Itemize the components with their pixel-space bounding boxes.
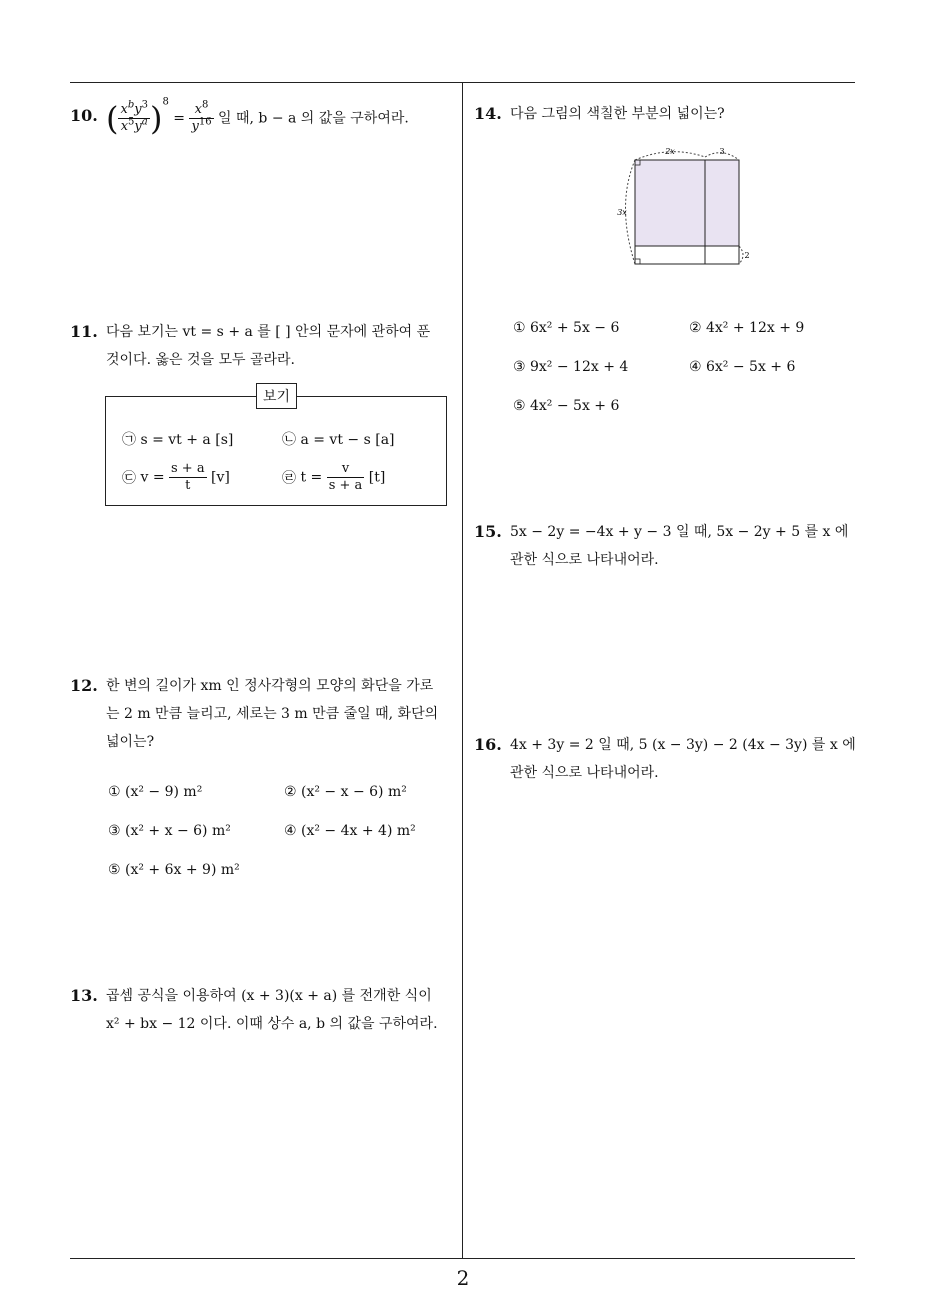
choice-2[interactable]: ② (x² − x − 6) m²: [284, 784, 407, 800]
question-line: 는 2 m 만큼 늘리고, 세로는 3 m 만큼 줄일 때, 화단의: [106, 706, 439, 722]
question-12: [70, 672, 460, 756]
math-lhs: ( $\frac{x^by^3}{x^5y^a}$ )$^8$: [106, 96, 169, 138]
question-line: 한 변의 길이가 xm 인 정사각형의 모양의 화단을 가로: [106, 678, 434, 694]
choice-4[interactable]: ④ (x² − 4x + 4) m²: [284, 823, 416, 839]
choice-1[interactable]: ① 6x² + 5x − 6: [513, 320, 620, 336]
fraction: $\frac{v}{s + a}$: [328, 461, 363, 493]
question-line: 것이다. 옳은 것을 모두 골라라.: [106, 352, 295, 368]
question-number: 11.: [70, 322, 98, 341]
label-3x: 3x: [617, 208, 627, 217]
bogi-item: ㉡ a = vt − s [a]: [282, 432, 395, 448]
question-number: 14.: [474, 104, 502, 123]
question-11: [70, 318, 460, 374]
shaded-region: [635, 160, 739, 246]
fraction: $\frac{s + a}{t}$: [171, 461, 205, 493]
question-line: x² + bx − 12 이다. 이때 상수 a, b 의 값을 구하여라.: [106, 1016, 438, 1032]
bogi-item: ㉣ t = $\frac{v}{s + a}$ [t]: [282, 461, 386, 493]
bottom-rule: [70, 1258, 855, 1259]
choice-1[interactable]: ① (x² − 9) m²: [108, 784, 203, 800]
question-number: 16.: [474, 735, 502, 754]
question-line: 5x − 2y = −4x + y − 3 일 때, 5x − 2y + 5 를 x 에: [510, 524, 849, 540]
brace-right: [739, 246, 743, 264]
question-line: 관한 식으로 나타내어라.: [510, 552, 659, 568]
brace-left: [626, 160, 636, 264]
question-tail: 일 때, b − a 의 값을 구하여라.: [218, 110, 409, 127]
question-text: [510, 518, 858, 574]
bogi-title: 보기: [256, 383, 297, 409]
question-text: ( $\frac{x^by^3}{x^5y^a}$ )$^8$ = $\frac{x^8}{y^{16}}$ 일 때, b − a 의 값을 구하여라.: [106, 96, 409, 138]
choice-3[interactable]: ③ (x² + x − 6) m²: [108, 823, 231, 839]
label-2x: 2x: [665, 147, 675, 156]
q14-figure: [612, 143, 762, 271]
math-rhs: $\frac{x^8}{y^{16}}$: [191, 99, 212, 134]
label-3: 3: [719, 147, 725, 156]
question-13: [70, 982, 460, 1038]
column-divider: [462, 83, 463, 1258]
question-number: 15.: [474, 522, 502, 541]
choice-3[interactable]: ③ 9x² − 12x + 4: [513, 359, 629, 375]
question-text: [106, 318, 460, 374]
question-line: 넓이는?: [106, 734, 155, 750]
right-angle-mark: [635, 259, 640, 264]
page-number: 2: [456, 1266, 470, 1290]
question-number: 13.: [70, 986, 98, 1005]
question-line: 곱셈 공식을 이용하여 (x + 3)(x + a) 를 전개한 식이: [106, 988, 432, 1004]
question-15: [474, 518, 858, 574]
choice-5[interactable]: ⑤ 4x² − 5x + 6: [513, 398, 620, 414]
question-number: 10.: [70, 106, 98, 125]
bogi-item: ㉢ v = $\frac{s + a}{t}$ [v]: [122, 461, 230, 493]
question-number: 12.: [70, 676, 98, 695]
question-text: [106, 982, 460, 1038]
choice-5[interactable]: ⑤ (x² + 6x + 9) m²: [108, 862, 240, 878]
question-text: 다음 그림의 색칠한 부분의 넓이는?: [510, 106, 725, 122]
choice-2[interactable]: ② 4x² + 12x + 9: [689, 320, 805, 336]
question-16: [474, 731, 858, 787]
question-text: [106, 672, 460, 756]
question-text: [510, 731, 858, 787]
question-line: 4x + 3y = 2 일 때, 5 (x − 3y) − 2 (4x − 3y) 를 x 에: [510, 737, 856, 753]
question-line: 다음 보기는 vt = s + a 를 [ ] 안의 문자에 관하여 푼: [106, 324, 431, 340]
bogi-box: [105, 389, 447, 506]
choice-4[interactable]: ④ 6x² − 5x + 6: [689, 359, 796, 375]
label-2: 2: [744, 251, 750, 260]
question-line: 관한 식으로 나타내어라.: [510, 765, 659, 781]
bogi-item: ㉠ s = vt + a [s]: [122, 432, 234, 448]
question-14: [474, 100, 854, 128]
question-10: [70, 96, 455, 138]
